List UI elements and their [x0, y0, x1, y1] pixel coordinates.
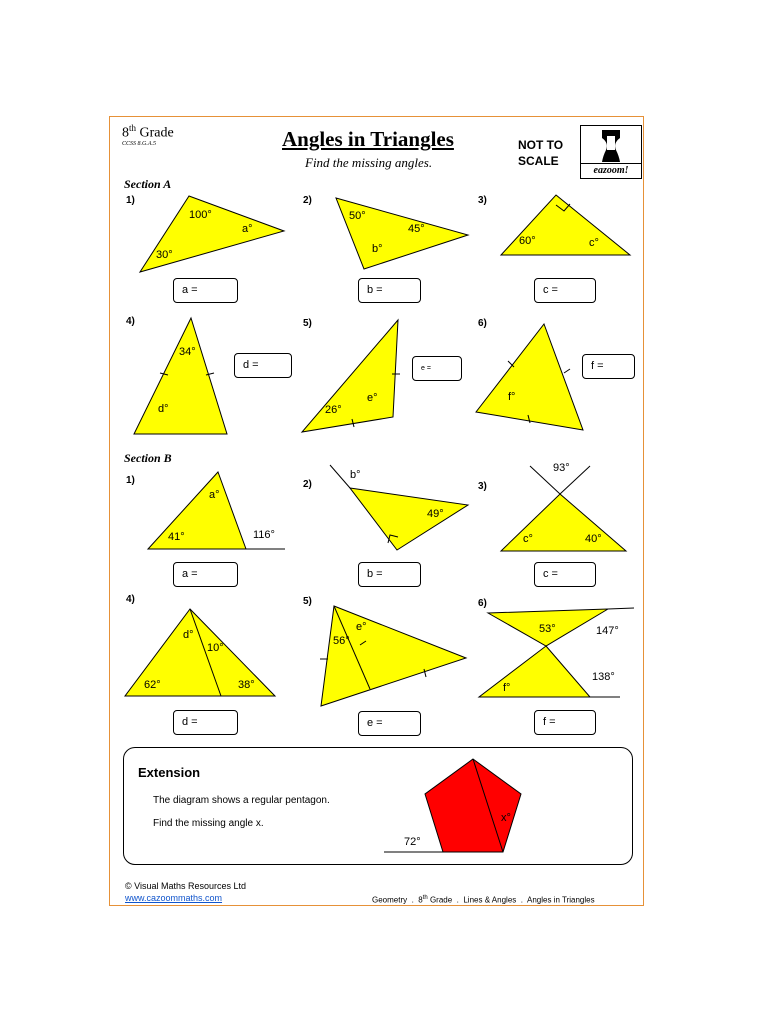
answer-box-c2[interactable]: c = — [534, 562, 596, 587]
question-number: 5) — [303, 318, 312, 329]
question-number: 2) — [303, 195, 312, 206]
section-b-heading: Section B — [124, 451, 172, 465]
angle-label: c° — [589, 237, 599, 249]
answer-box-e2[interactable]: e = — [358, 711, 421, 736]
answer-box-f2[interactable]: f = — [534, 710, 596, 735]
angle-label: 30° — [156, 249, 173, 261]
question-number: 1) — [126, 475, 135, 486]
triangle-b2 — [350, 488, 468, 550]
angle-label: f° — [503, 682, 511, 694]
answer-box-b2[interactable]: b = — [358, 562, 421, 587]
angle-label: e° — [367, 392, 378, 404]
angle-label: a° — [242, 223, 253, 235]
grade-label: 8th Grade — [122, 123, 174, 141]
extension-question: Find the missing angle x. — [153, 818, 264, 829]
angle-label: 34° — [179, 346, 196, 358]
answer-box-e1[interactable]: e = — [412, 356, 462, 381]
section-a-heading: Section A — [124, 177, 172, 191]
worksheet — [109, 116, 644, 906]
angle-label: d° — [158, 403, 169, 415]
angle-label: 72° — [404, 836, 421, 848]
angle-label: 62° — [144, 679, 161, 691]
angle-label: 93° — [553, 462, 570, 474]
angle-label: 53° — [539, 623, 556, 635]
question-number: 1) — [126, 195, 135, 206]
angle-label: 116° — [253, 529, 275, 541]
triangle-a6 — [476, 324, 583, 430]
angle-label: a° — [209, 489, 220, 501]
question-number: 6) — [478, 318, 487, 329]
website-link[interactable]: www.cazoommaths.com — [125, 893, 223, 903]
not-to-scale-note: NOT TO SCALE — [518, 138, 564, 168]
standard-code: CCSS 8.G.A.5 — [122, 141, 157, 147]
question-number: 6) — [478, 598, 487, 609]
angle-label: 40° — [585, 533, 602, 545]
triangle-b5 — [321, 606, 466, 706]
angle-label: 10° — [207, 642, 224, 654]
triangle-b6b — [479, 646, 590, 697]
angle-label: f° — [508, 391, 516, 403]
page-title: Angles in Triangles — [282, 127, 454, 151]
question-number: 4) — [126, 594, 135, 605]
angle-label: e° — [356, 621, 367, 633]
angle-label: b° — [372, 243, 383, 255]
angle-label: 56° — [333, 635, 350, 647]
logo-text: eazoom! — [581, 163, 641, 178]
footer-left — [125, 880, 246, 904]
angle-label: 41° — [168, 531, 185, 543]
angle-label: 26° — [325, 404, 342, 416]
angle-label: 50° — [349, 210, 366, 222]
angle-label: c° — [523, 533, 533, 545]
answer-box-a2[interactable]: a = — [173, 562, 238, 587]
question-number: 3) — [478, 195, 487, 206]
angle-label: x° — [501, 812, 511, 824]
triangle-b1 — [148, 472, 246, 549]
footer-breadcrumb: Geometry . 8th Grade . Lines & Angles . Angles in Triangles — [372, 895, 595, 905]
answer-box-c1[interactable]: c = — [534, 278, 596, 303]
answer-box-d1[interactable]: d = — [234, 353, 292, 378]
angle-label: 49° — [427, 508, 444, 520]
angle-label: d° — [183, 629, 194, 641]
angle-label: b° — [350, 469, 361, 481]
answer-box-a1[interactable]: a = — [173, 278, 238, 303]
triangle-a4 — [134, 318, 227, 434]
page-subtitle: Find the missing angles. — [305, 155, 433, 170]
question-number: 2) — [303, 479, 312, 490]
question-number: 5) — [303, 596, 312, 607]
angle-label: 138° — [592, 671, 615, 683]
answer-box-b1[interactable]: b = — [358, 278, 421, 303]
angle-label: 38° — [238, 679, 255, 691]
triangle-a2 — [336, 198, 468, 269]
triangle-a5 — [302, 320, 398, 432]
question-number: 4) — [126, 316, 135, 327]
question-number: 3) — [478, 481, 487, 492]
angle-label: 45° — [408, 223, 425, 235]
answer-box-f1[interactable]: f = — [582, 354, 635, 379]
extension-instruction: The diagram shows a regular pentagon. — [153, 795, 330, 806]
angle-label: 100° — [189, 209, 212, 221]
triangle-b3 — [501, 494, 626, 551]
copyright-text: © Visual Maths Resources Ltd — [125, 881, 247, 891]
answer-box-d2[interactable]: d = — [173, 710, 238, 735]
extension-title: Extension — [138, 765, 201, 780]
angle-label: 147° — [596, 625, 619, 637]
angle-label: 60° — [519, 235, 536, 247]
